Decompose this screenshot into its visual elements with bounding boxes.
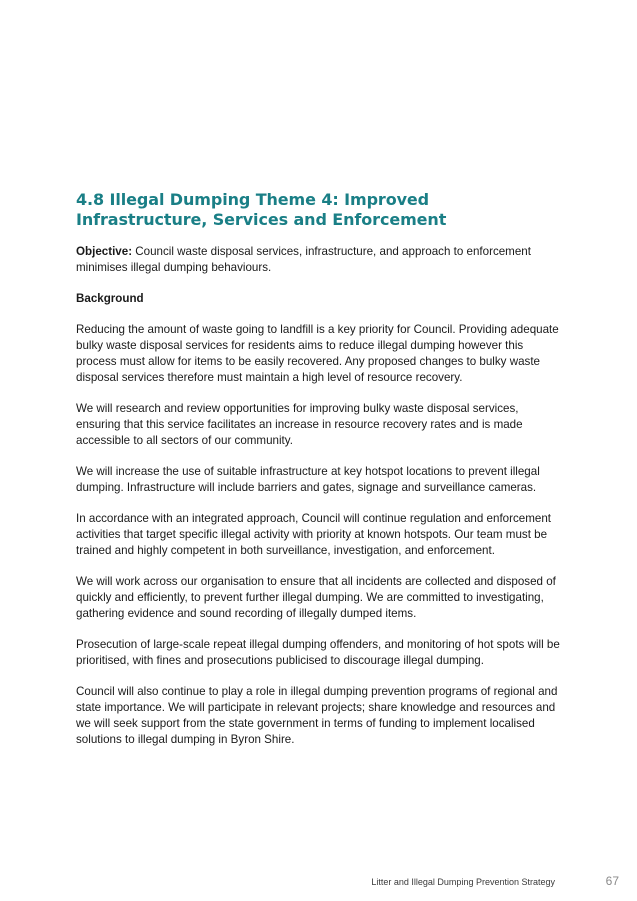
body-paragraph-1: Reducing the amount of waste going to landfill is a key priority for Council. Providing adequate bulky waste disposal services for residents aims to reduce illegal dumping however this process must allow for items to be easily recovered. Any proposed changes to bulky waste disposal services therefore must maintain a high level of resource recovery. [76,323,559,384]
body-paragraph-5: We will work across our organisation to ensure that all incidents are collected and disposed of quickly and efficiently, to prevent further illegal dumping. We are committed to investigating, gathering evidence and sound recording of illegally dumped items. [76,575,556,620]
body-paragraph-7: Council will also continue to play a role in illegal dumping prevention programs of regional and state importance. We will participate in relevant projects; share knowledge and resources and we will seek support from the state government in terms of funding to implement localised solutions to illegal dumping in Byron Shire. [76,685,558,746]
objective-paragraph [76,244,564,276]
section-content [76,190,564,763]
page-number: 67 [605,874,619,888]
background-heading: Background [76,292,144,305]
objective-text: Council waste disposal services, infrastructure, and approach to enforcement minimises illegal dumping behaviours. [76,245,531,274]
body-paragraph-2: We will research and review opportunities for improving bulky waste disposal services, ensuring that this service facilitates an increase in resource recovery rates and is made accessible to all sectors of our community. [76,402,523,447]
body-paragraph-6: Prosecution of large-scale repeat illegal dumping offenders, and monitoring of hot spots will be prioritised, with fines and prosecutions publicised to discourage illegal dumping. [76,638,560,667]
body-paragraph-4: In accordance with an integrated approach, Council will continue regulation and enforcement activities that target specific illegal activity with priority at known hotspots. Our team must be trained and highly competent in both surveillance, investigation, and enforcement. [76,512,551,557]
page-footer [0,873,637,893]
body-paragraph-3: We will increase the use of suitable infrastructure at key hotspot locations to prevent illegal dumping. Infrastructure will include barriers and gates, signage and surveillance cameras. [76,465,540,494]
objective-label: Objective: [76,245,133,258]
section-heading: 4.8 Illegal Dumping Theme 4: Improved Infrastructure, Services and Enforcement [76,190,447,229]
footer-document-title: Litter and Illegal Dumping Prevention Strategy [371,877,555,887]
